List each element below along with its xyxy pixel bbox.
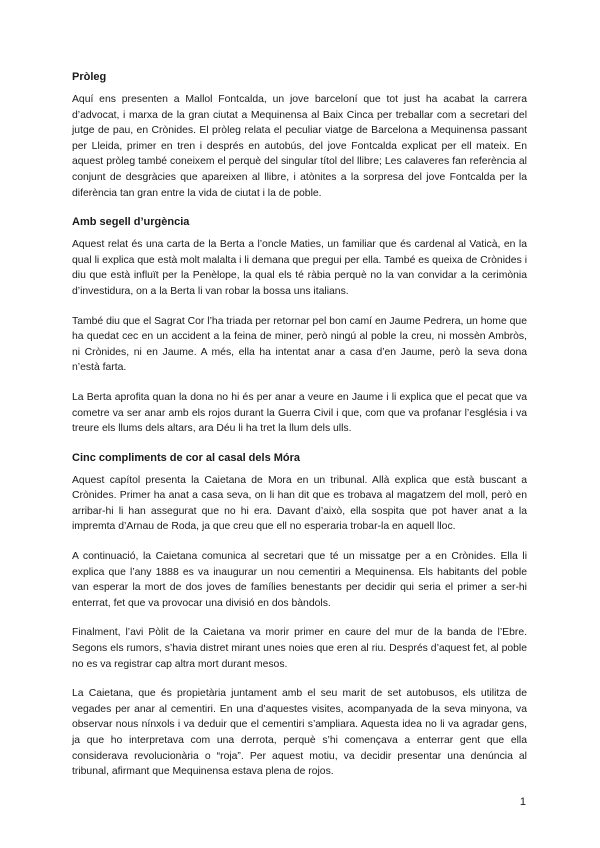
paragraph: A continuació, la Caietana comunica al secretari que té un missatge per a en Crònides. Ella li explica que l’any 1888 es va inaugurar un nou cementiri a Mequinensa. Els habitants del poble van esperar la mort de dos joves de famílies benestants per decidir qui seria el primer a ser-hi enterrat, fet que va provocar una divisió en dos bàndols. (72, 551, 527, 609)
section-proleg (72, 70, 527, 201)
document-page (72, 70, 527, 794)
section-heading: Amb segell d’urgència (72, 216, 190, 229)
section-heading: Cinc compliments de cor al casal dels Móra (72, 451, 301, 464)
page-number: 1 (519, 796, 526, 808)
section-amb-segell (72, 215, 527, 437)
paragraph: La Caietana, que és propietària juntament amb el seu marit de set autobusos, els utilitza de vegades per anar al cementiri. En una d’aquestes visites, acompanyada de la seva minyona, va observar nous nínxols i va deduir que el cementiri s’ampliara. Aquesta idea no li va agradar gens, ja que ho interpretava com una derrota, perquè s’hi començava a enterrar gent que ella considerava revolucionària o “roja”. Per aquest motiu, va decidir presentar una denúncia al tribunal, afirmant que Mequinensa estava plena de rojos. (72, 688, 527, 778)
paragraph: També diu que el Sagrat Cor l’ha triada per retornar pel bon camí en Jaume Pedrera, un home que ha quedat cec en un accident a la feina de miner, però ningú al poble la creu, ni mossèn Ambròs, ni Crònides, ni en Jaume. A més, ella ha intentat anar a casa d’en Jaume, però la seva dona n’està farta. (72, 315, 527, 374)
paragraph: Finalment, l’avi Pòlit de la Caietana va morir primer en caure del mur de la banda de l’Ebre. Segons els rumors, s’havia distret mirant unes noies que eren al riu. Després d’aquest fet, al poble no es va registrar cap altra mort durant mesos. (72, 627, 527, 670)
paragraph: Aquest relat és una carta de la Berta a l’oncle Maties, un familiar que és cardenal al Vaticà, en la qual li explica que està molt malalta i li demana que pregui per ella. També es queixa de Crònides i diu que està influït per la Penèlope, la qual els té ràbia perquè no la van convidar a la cerimònia d’investidura, on a la Berta li van robar la bossa uns italians. (72, 239, 527, 297)
paragraph: Aquest capítol presenta la Caietana de Mora en un tribunal. Allà explica que està buscant a Crònides. Primer ha anat a casa seva, on li han dit que es trobava al magatzem del moll, però en arribar-hi li han assegurat que no hi era. Davant d’això, ella sospita que pot haver anat a la impremta d’Arnau de Roda, ja que creu que ell no esperaria trobar-la en aquell lloc. (72, 474, 527, 533)
paragraph: La Berta aprofita quan la dona no hi és per anar a veure en Jaume i li explica que el pecat que va cometre va ser anar amb els rojos durant la Guerra Civil i que, com que va profanar l’església i va treure els llums dels altars, ara Déu li ha tret la llum dels ulls. (72, 391, 527, 435)
paragraph: Aquí ens presenten a Mallol Fontcalda, un jove barceloní que tot just ha acabat la carrera d’advocat, i marxa de la gran ciutat a Mequinensa al Baix Cinca per treballar com a secretari del jutge de pau, en Crònides. El pròleg relata el peculiar viatge de Barcelona a Mequinensa passant per Lleida, primer en tren i després en autobús, del jove Fontcalda explicat per ell mateix. En aquest pròleg també coneixem el perquè del singular títol del llibre; Les calaveres fan referència al conjunt de desgràcies que apareixen al llibre, i atònites a la sorpresa del jove Fontcalda per la diferència tan gran entre la vida de ciutat i la de poble. (72, 94, 527, 199)
section-heading: Pròleg (72, 71, 107, 83)
section-cinc-compliments (72, 451, 527, 780)
